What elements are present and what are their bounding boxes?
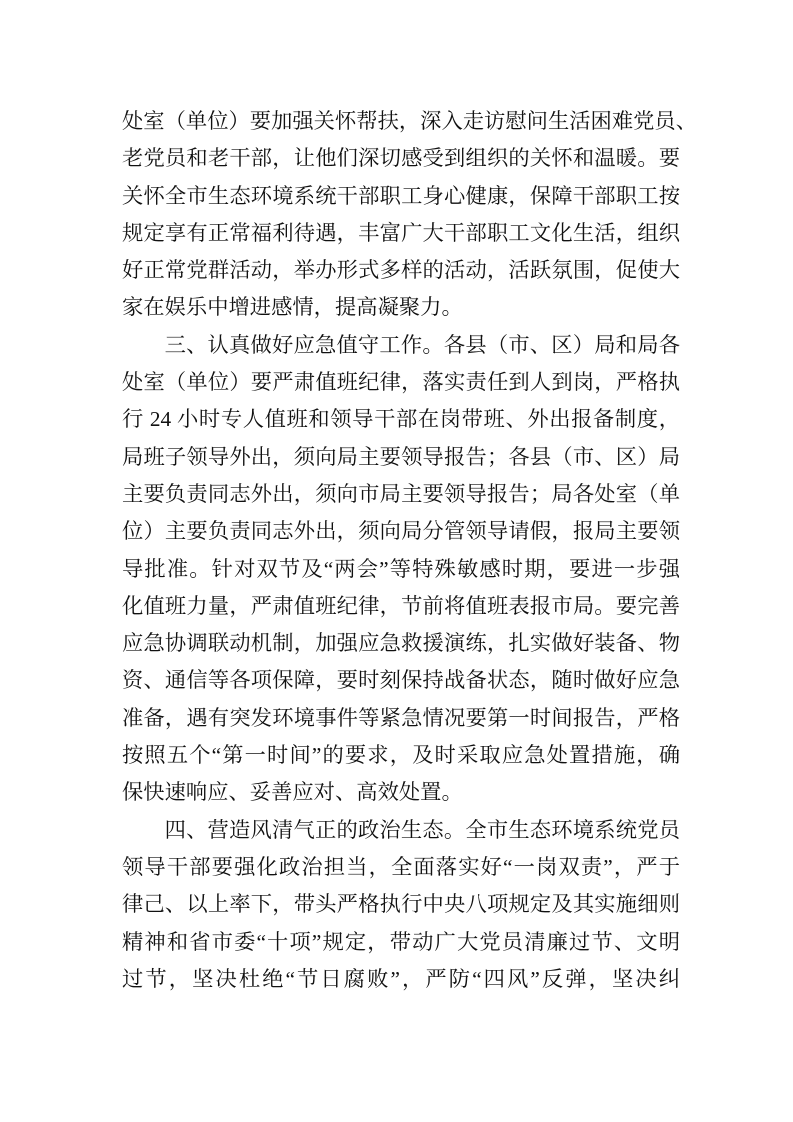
text-line: 老党员和老干部，让他们深切感受到组织的关怀和温暖。要 <box>122 146 680 171</box>
document-page <box>122 103 698 998</box>
text-line: 关怀全市生态环境系统干部职工身心健康，保障干部职工按 <box>122 183 680 208</box>
text-line: 四、营造风清气正的政治生态。全市生态环境系统党员 <box>164 817 680 842</box>
paragraph <box>122 812 680 998</box>
text-line: 局班子领导外出，须向局主要领导报告；各县（市、区）局 <box>122 444 680 469</box>
text-line: 保快速响应、妥善应对、高效处置。 <box>122 780 463 805</box>
text-line: 准备，遇有突发环境事件等紧急情况要第一时间报告，严格 <box>122 705 680 730</box>
text-line: 导批准。针对双节及“两会”等特殊敏感时期，要进一步强 <box>122 556 680 581</box>
paragraph <box>122 103 698 327</box>
text-line: 三、认真做好应急值守工作。各县（市、区）局和局各 <box>164 332 680 357</box>
text-line: 律己、以上率下，带头严格执行中央八项规定及其实施细则 <box>122 892 680 917</box>
text-line: 主要负责同志外出，须向市局主要领导报告；局各处室（单 <box>122 481 680 506</box>
text-line: 家在娱乐中增进感情，提高凝聚力。 <box>122 295 463 320</box>
paragraph <box>122 327 680 812</box>
text-line: 处室（单位）要严肃值班纪律，落实责任到人到岗，严格执 <box>122 370 680 395</box>
text-line: 应急协调联动机制，加强应急救援演练，扎实做好装备、物 <box>122 631 680 656</box>
text-line: 行 24 小时专人值班和领导干部在岗带班、外出报备制度， <box>122 407 680 432</box>
text-line: 资、通信等各项保障，要时刻保持战备状态，随时做好应急 <box>122 668 680 693</box>
text-line: 精神和省市委“十项”规定，带动广大党员清廉过节、文明 <box>122 929 680 954</box>
text-line: 位）主要负责同志外出，须向局分管领导请假，报局主要领 <box>122 519 680 544</box>
text-line: 规定享有正常福利待遇，丰富广大干部职工文化生活，组织 <box>122 220 680 245</box>
text-line: 领导干部要强化政治担当，全面落实好“一岗双责”，严于 <box>122 854 680 879</box>
text-line: 处室（单位）要加强关怀帮扶，深入走访慰问生活困难党员、 <box>122 109 698 133</box>
text-line: 化值班力量，严肃值班纪律，节前将值班表报市局。要完善 <box>122 593 680 618</box>
text-line: 按照五个“第一时间”的要求，及时采取应急处置措施，确 <box>122 743 680 768</box>
text-line: 过节，坚决杜绝“节日腐败”，严防“四风”反弹，坚决纠 <box>122 966 680 991</box>
text-line: 好正常党群活动，举办形式多样的活动，活跃氛围，促使大 <box>122 258 680 283</box>
